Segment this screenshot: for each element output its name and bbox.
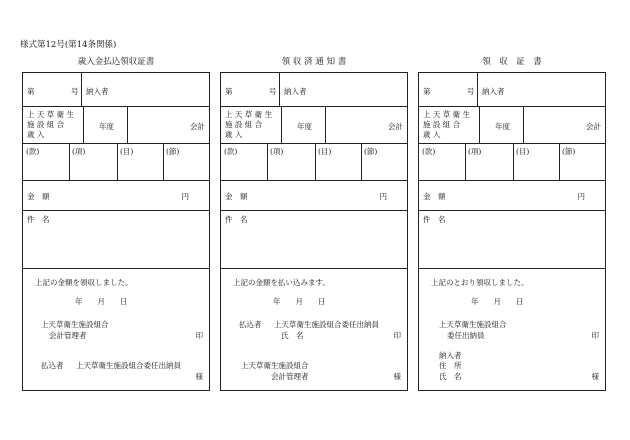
kan-label: (款) <box>26 147 40 156</box>
amount-row <box>221 181 407 211</box>
number-row <box>419 73 605 107</box>
kan-label: (款) <box>224 147 238 156</box>
sig2-seal: 様 <box>393 372 401 381</box>
form-box <box>220 72 408 391</box>
date-line: 年 月 日 <box>471 297 524 306</box>
subject-row <box>23 211 209 269</box>
subject-row <box>221 211 407 269</box>
no-label: 第 <box>225 87 233 96</box>
org-label: 上 天 草 衛 生 施 設 組 合 歳 入 <box>27 110 75 139</box>
sig1-prefix: 払込者 <box>239 320 262 329</box>
sig1-seal: 印 <box>195 331 203 340</box>
amount-row <box>419 181 605 211</box>
number-row <box>221 73 407 107</box>
setsu-label: (節) <box>166 147 180 156</box>
subject-label: 件 名 <box>423 215 446 224</box>
amount-label: 金 額 <box>225 192 248 201</box>
payer-label: 納入者 <box>284 87 307 96</box>
payer-label: 納入者 <box>86 87 109 96</box>
kou-label: (項) <box>270 147 284 156</box>
sig1-role: 氏 名 <box>281 331 304 340</box>
payer-address-label: 住 所 <box>439 361 462 370</box>
yen-label: 円 <box>379 192 387 201</box>
setsu-label: (節) <box>562 147 576 156</box>
date-line: 年 月 日 <box>75 297 128 306</box>
kou-label: (項) <box>72 147 86 156</box>
no-label: 第 <box>27 87 35 96</box>
payer-seal: 様 <box>591 372 599 381</box>
org-label: 上 天 草 衛 生 施 設 組 合 歳 入 <box>225 110 273 139</box>
moku-label: (目) <box>318 147 332 156</box>
budget-category-row <box>419 144 605 181</box>
subject-label: 件 名 <box>27 215 50 224</box>
no-label: 第 <box>423 87 431 96</box>
amount-label: 金 額 <box>423 192 446 201</box>
form-box <box>22 72 210 391</box>
account-label: 会計 <box>388 122 403 131</box>
sig2-prefix: 払込者 <box>41 361 64 370</box>
form-box <box>418 72 606 391</box>
fiscal-year-label: 年度 <box>495 122 510 131</box>
sig2-org: 上天草衛生施設組合 <box>241 361 309 370</box>
sig2-name: 上天草衛生施設組合委任出納員 <box>76 361 181 370</box>
budget-category-row <box>23 144 209 181</box>
subject-row <box>419 211 605 269</box>
account-row <box>23 107 209 144</box>
go-label: 号 <box>467 87 475 96</box>
setsu-label: (節) <box>364 147 378 156</box>
org-label: 上 天 草 衛 生 施 設 組 合 歳 入 <box>423 110 471 139</box>
payer-line-label: 納入者 <box>439 351 462 360</box>
form-title: 領 収 証 書 <box>482 57 542 67</box>
form-title: 歳入金払込領収証書 <box>77 57 155 67</box>
form-payment-notice <box>220 56 408 391</box>
moku-label: (目) <box>120 147 134 156</box>
sig2-seal: 様 <box>195 372 203 381</box>
amount-row <box>23 181 209 211</box>
subject-label: 件 名 <box>225 215 248 224</box>
payer-name-label: 氏 名 <box>439 372 462 381</box>
budget-category-row <box>221 144 407 181</box>
statement: 上記の金額を払い込みます。 <box>233 278 330 287</box>
sig1-role: 会計管理者 <box>49 331 87 340</box>
go-label: 号 <box>71 87 79 96</box>
form-receipt-certificate <box>22 56 210 391</box>
account-label: 会計 <box>586 122 601 131</box>
form-receipt <box>418 56 606 391</box>
kou-label: (項) <box>468 147 482 156</box>
sig2-role: 会計管理者 <box>271 372 309 381</box>
go-label: 号 <box>269 87 277 96</box>
payer-label: 納入者 <box>482 87 505 96</box>
fiscal-year-label: 年度 <box>297 122 312 131</box>
sig1-org: 上天草衛生施設組合委任出納員 <box>274 320 379 329</box>
sig1-seal: 印 <box>591 331 599 340</box>
date-line: 年 月 日 <box>273 297 326 306</box>
amount-label: 金 額 <box>27 192 50 201</box>
sig1-seal: 印 <box>393 331 401 340</box>
sig1-role: 委任出納員 <box>447 331 485 340</box>
yen-label: 円 <box>577 192 585 201</box>
account-row <box>419 107 605 144</box>
statement: 上記のとおり領収しました。 <box>431 278 529 287</box>
sig1-org: 上天草衛生施設組合 <box>41 320 109 329</box>
yen-label: 円 <box>181 192 189 201</box>
account-label: 会計 <box>190 122 205 131</box>
page-title: 様式第12号(第14条関係) <box>20 40 117 50</box>
sig1-org: 上天草衛生施設組合 <box>439 320 507 329</box>
form-title: 領 収 済 通 知 書 <box>281 57 347 67</box>
kan-label: (款) <box>422 147 436 156</box>
number-row <box>23 73 209 107</box>
account-row <box>221 107 407 144</box>
fiscal-year-label: 年度 <box>99 122 114 131</box>
statement: 上記の金額を領収しました。 <box>35 278 133 287</box>
moku-label: (目) <box>516 147 530 156</box>
